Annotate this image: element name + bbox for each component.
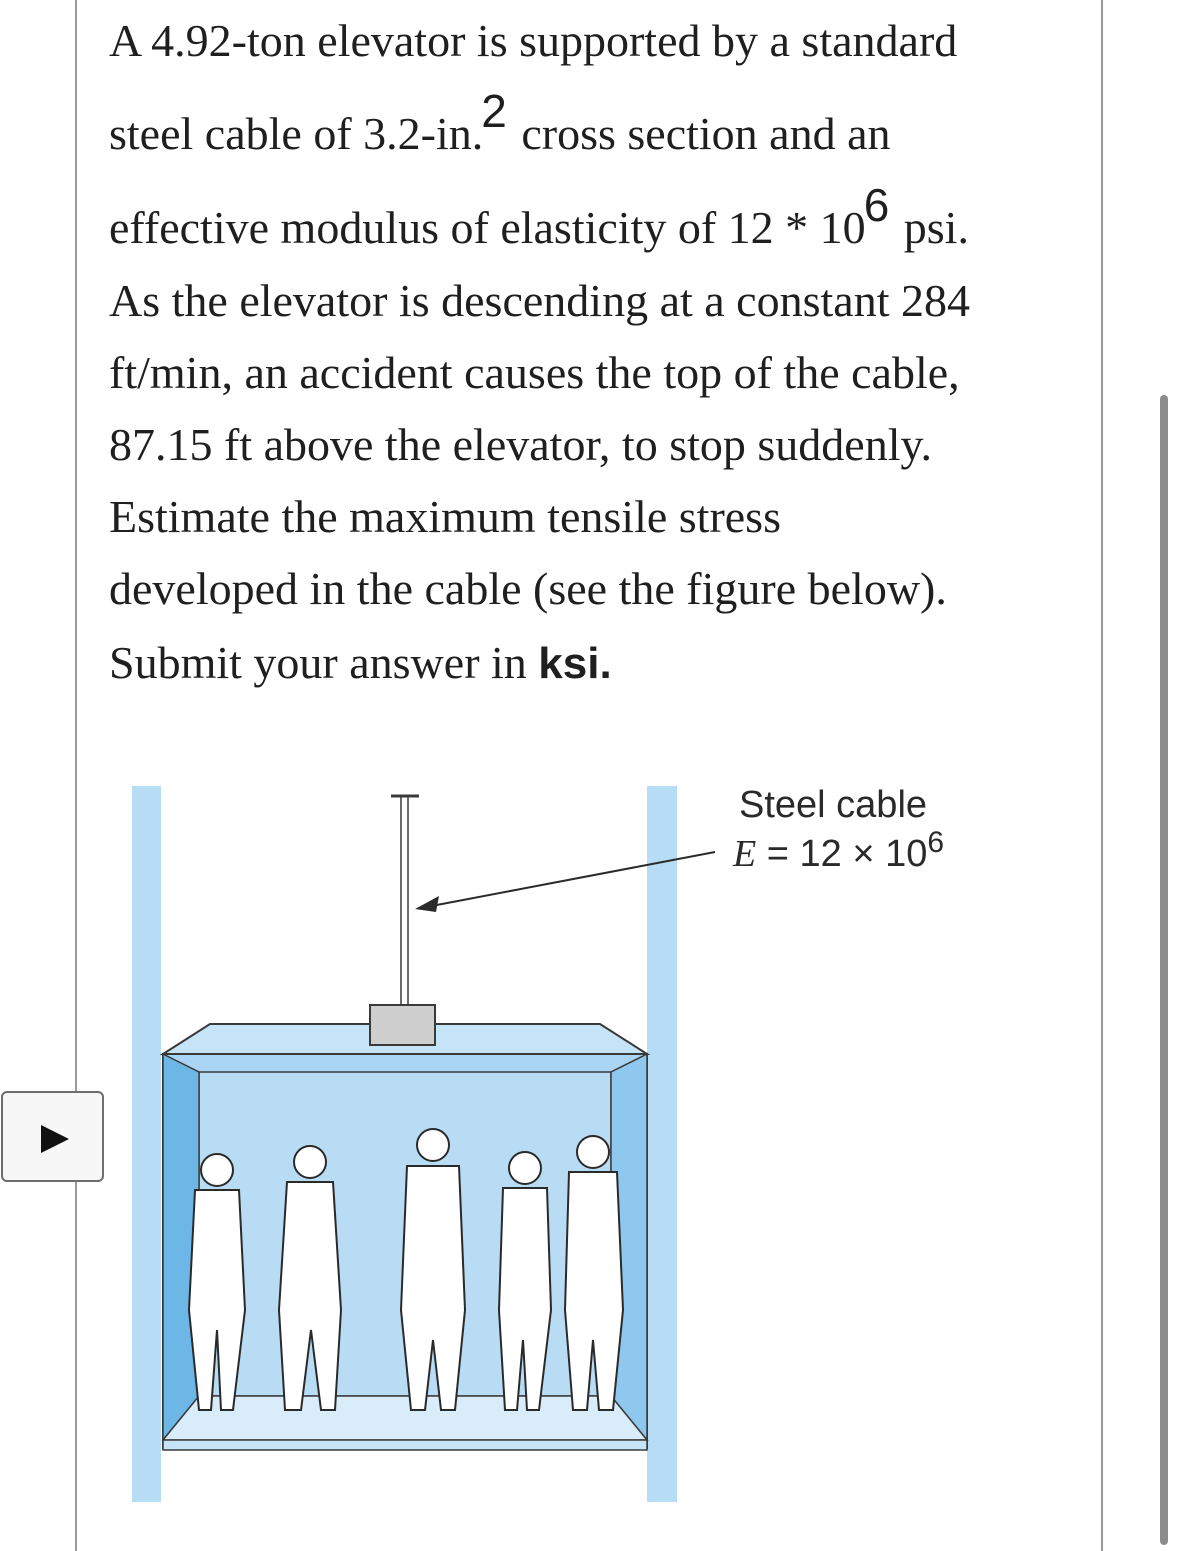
person-4 — [509, 1152, 541, 1184]
problem-line-7: Estimate the maximum tensile stress — [109, 491, 781, 542]
problem-line-1: A 4.92-ton elevator is supported by a standard — [109, 15, 958, 66]
scrollbar[interactable] — [1160, 395, 1168, 1545]
expand-toggle-button[interactable] — [1, 1091, 104, 1182]
play-triangle-icon — [41, 1125, 69, 1153]
problem-line-8: developed in the cable (see the figure below). — [109, 563, 947, 614]
label-steel-cable: Steel cable — [739, 784, 928, 826]
arrowhead-icon — [415, 896, 439, 912]
problem-line-3: effective modulus of elasticity of 12 * 106 psi. — [109, 179, 969, 253]
person-2 — [294, 1146, 326, 1178]
superscript-6: 6 — [863, 179, 890, 231]
content-right-border — [1101, 0, 1103, 1551]
person-5 — [577, 1136, 609, 1168]
superscript-2: 2 — [481, 85, 507, 137]
shaft-rail-right — [647, 786, 677, 1502]
steel-cable — [401, 796, 408, 1008]
label-modulus: $E = 12 \times 10^6$ — [733, 826, 945, 875]
cab-floor-edge — [163, 1440, 647, 1450]
problem-line-9: Submit your answer in ksi. — [109, 637, 612, 688]
problem-line-2: steel cable of 3.2-in.2 cross section and an — [109, 85, 891, 159]
shaft-rail-left — [132, 786, 161, 1502]
elevator-figure — [125, 750, 1025, 1520]
content-left-border — [75, 0, 77, 1551]
cable-hitch-block — [370, 1005, 435, 1045]
answer-unit: ksi. — [538, 639, 612, 688]
person-3 — [417, 1129, 449, 1161]
problem-line-4: As the elevator is descending at a constant 284 — [109, 275, 970, 326]
person-1 — [201, 1154, 233, 1186]
problem-line-6: 87.15 ft above the elevator, to stop suddenly. — [109, 419, 932, 470]
problem-line-5: ft/min, an accident causes the top of the cable, — [109, 347, 960, 398]
